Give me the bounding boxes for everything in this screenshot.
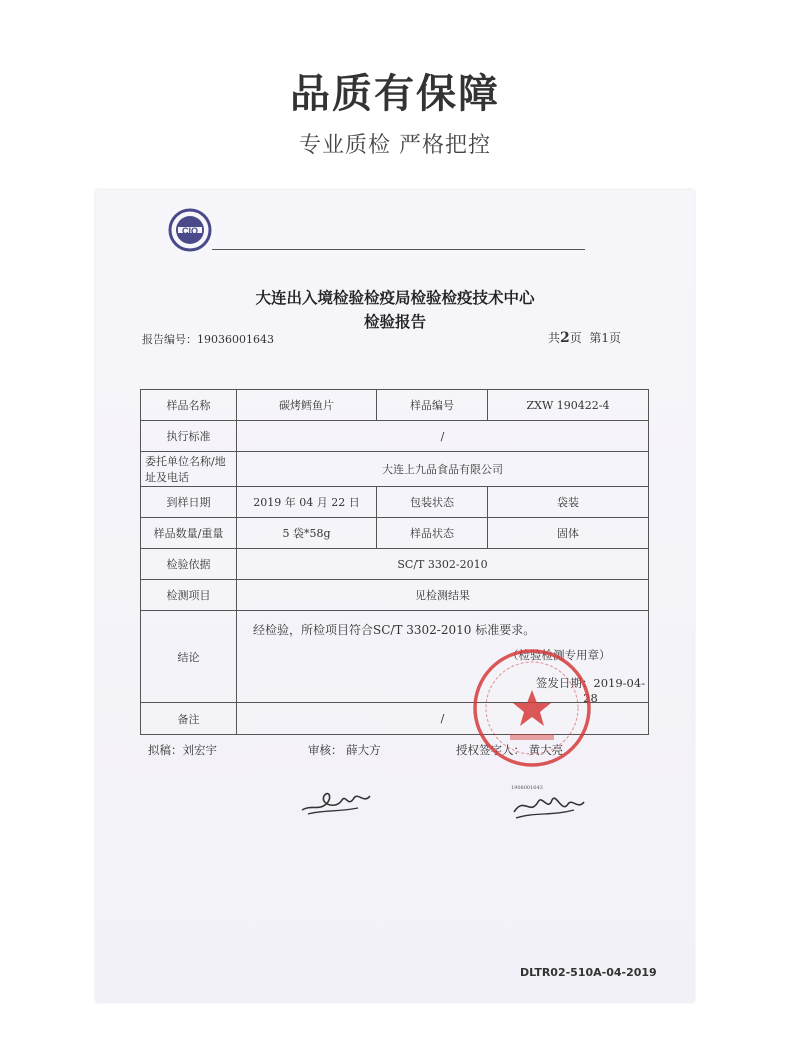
table-row bbox=[141, 421, 649, 452]
label-package: 包装状态 bbox=[377, 487, 488, 518]
banner-subtitle: 专业质检 严格把控 bbox=[299, 133, 491, 158]
authorized-signature: 授权签字人： 黄大亮 bbox=[456, 743, 564, 757]
value-sample-state: 固体 bbox=[488, 518, 649, 549]
label-quantity: 样品数量/重量 bbox=[141, 518, 237, 549]
value-sample-name: 碳烤鳕鱼片 bbox=[237, 390, 377, 421]
drafter-handwritten-signature-icon bbox=[298, 782, 376, 818]
label-conclusion: 结论 bbox=[141, 611, 237, 703]
header-rule bbox=[212, 249, 585, 250]
org-title: 大连出入境检验检疫局检验检疫技术中心 bbox=[255, 289, 535, 307]
page-count bbox=[548, 329, 621, 346]
label-items: 检测项目 bbox=[141, 580, 237, 611]
label-arrival-date: 到样日期 bbox=[141, 487, 237, 518]
seal-note: （检验检测专用章） bbox=[507, 648, 611, 662]
red-seal-stamp-icon bbox=[470, 646, 594, 770]
svg-text:CIQ: CIQ bbox=[181, 226, 199, 236]
issue-date: 签发日期：2019-04-28 bbox=[535, 676, 646, 705]
page-current: 第1页 bbox=[589, 331, 622, 345]
report-number bbox=[142, 331, 274, 347]
label-sample-state: 样品状态 bbox=[377, 518, 488, 549]
label-remark: 备注 bbox=[141, 703, 237, 735]
ciq-logo-icon bbox=[168, 208, 212, 252]
conclusion-text: 经检验，所检项目符合SC/T 3302-2010 标准要求。 bbox=[253, 623, 536, 637]
drafter-signature: 拟稿：刘宏宇 bbox=[148, 743, 217, 757]
value-remark: / bbox=[237, 703, 649, 735]
table-row bbox=[141, 549, 649, 580]
banner-title: 品质有保障 bbox=[290, 71, 500, 117]
report-title: 检验报告 bbox=[363, 313, 426, 331]
table-row bbox=[141, 487, 649, 518]
report-number-value: 19036001643 bbox=[197, 333, 274, 346]
value-arrival-date: 2019 年 04 月 22 日 bbox=[237, 487, 377, 518]
tiny-serial-number: 1908001643 bbox=[511, 785, 543, 791]
table-row bbox=[141, 452, 649, 487]
footer-document-code: DLTR02-510A-04-2019 bbox=[520, 966, 657, 979]
report-number-label: 报告编号： bbox=[142, 333, 197, 346]
label-standard: 执行标准 bbox=[141, 421, 237, 452]
value-standard: / bbox=[237, 421, 649, 452]
label-sample-name: 样品名称 bbox=[141, 390, 237, 421]
table-row bbox=[141, 580, 649, 611]
label-basis: 检验依据 bbox=[141, 549, 237, 580]
label-client: 委托单位名称/地址及电话 bbox=[141, 452, 237, 487]
page-total: 2 bbox=[560, 330, 570, 346]
value-items: 见检测结果 bbox=[237, 580, 649, 611]
reviewer-signature: 审核： 薛大方 bbox=[308, 743, 381, 757]
table-row bbox=[141, 390, 649, 421]
authorized-handwritten-signature-icon bbox=[508, 786, 588, 822]
value-sample-number: ZXW 190422-4 bbox=[488, 390, 649, 421]
value-quantity: 5 袋*58g bbox=[237, 518, 377, 549]
table-row bbox=[141, 518, 649, 549]
label-sample-number: 样品编号 bbox=[377, 390, 488, 421]
value-package: 袋装 bbox=[488, 487, 649, 518]
value-basis: SC/T 3302-2010 bbox=[237, 549, 649, 580]
page-total-prefix: 共 bbox=[548, 331, 561, 345]
page-total-suffix: 页 bbox=[569, 331, 582, 345]
value-client: 大连上九品食品有限公司 bbox=[237, 452, 649, 487]
